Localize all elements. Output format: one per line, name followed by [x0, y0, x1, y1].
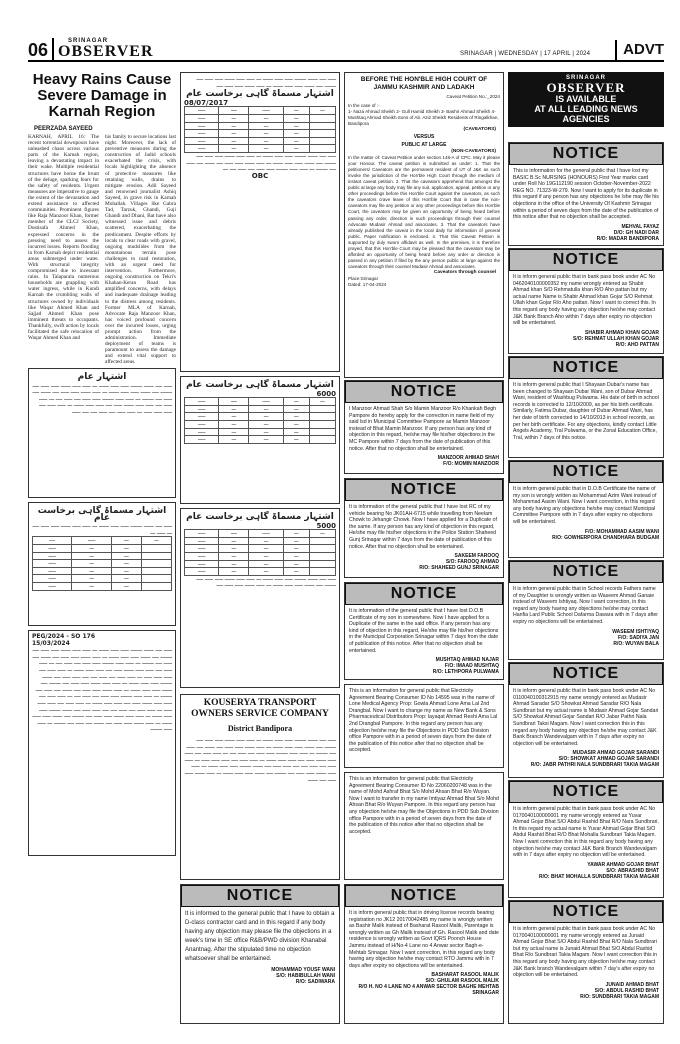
urdu-ref-date: 15/03/2024 [32, 639, 70, 647]
story-headline: Heavy Rains Cause Severe Damage in Karnah Region [32, 72, 172, 120]
urdu-ad-3: PEG/2024 - SO 176 15/03/2024 ـــــ ــــ ــــــ ـــــــ ـــــ ـــــ ــــــ ـــ ـــــ ـــــ ــــــ ـــــ ـــــ ــــ ـــــــ ــــ ــــــ ـــــ ـــــ ــــــ ـــ ـــــ ــــــ ـــــ ـــــ ــــ ــــــ ــــ ـــــ ــــ ـــــــ ـــ ـــــ ـــــ ـــــــ ـــــ ـــــ ــــ ـــــ ــــ ـــ ـــــ ـــــ ــــ ـــــ ـــــ ــــــ ـــــ ــــ ـــــ ـــــ ــــــ ـــ ـــــ ـــــ ــــ ـــــ ـــــ ـــــ ـــ ـــــ ـــــ ــــ ـــــ ــــ ــــ ـــــ ـــــ ــــ ــــــ ـــــــ ـــــ ـــــ ــــــ ـــ ـــــ ـــــ ــــــ ـــــ ـــــ ــــ ـــــــ ــــ ــــــ ـــــ ـــــ ــــــ ـــ ـــــ ــــــ ـــــ ـــــ ــــ ــــــ ــــ ـــــ ــــ ـــــــ ـــ ـــــ ـــــ ـــــــ ـــــ ـــــ ــــ ـــــ ــــ ـــ ـــــ ـــــ ــــ ـــــ ـــــ ــــــ ـــــ ــــ ـــــ ـــــ ــــــ ـــ ـــــ ـــــ ــــ ـــــ ـــــ ـــــ ـــ ـــــ ـــــ ــــ ـــــ ــــ ــــ ـــــ ـــــ ــــ ــــــ ـــــــ ـــــ ـــــ ــــــ ـــ ـــــ ـــــ ــــــ ـــــ ـــــ ــــ ـــــــ ــــ ــــــ ـــــ ـــــ ــــــ ـــ ـــــ ــــــ ـــــ ـــــ ــــ ــــــ ــــ ـــــ ــــ ـــــــ ـــ ـــــ ـــــ ـــــــ [28, 630, 176, 856]
court-title: BEFORE THE HON'BLE HIGH COURT OF JAMMU KASHMIR AND LADAKH [360, 76, 488, 91]
notice-box: This is an information for general public that Electricity Agreement Bearing Consumer ID No 14595 was in the name of Lone Medical Agency Prop: Gowla Ahmad Lone Ama Lal 2nd Drangbal. Now I want to change my name as New Bank & Sons Pharmaceutical Distributors Prop: Iayaqat Ahmad Reshi Ama Lal 2nd Drangbal Pampore. In this regard any person has any objection he/she may file the Objections in PDD Sub Division office Pampore with in a period of seven days from the date of the publication of this notice after that no objection shall be accepted. [344, 684, 504, 768]
notice-box: NOTICE It is inform general public that in bank pass book under AC No 0170040100000001 my name wrongly entered as Junaid Ahmad Gojar Bhat S/O Abdul Rashid Bhat R/O Nala Sundbrari but my actual name is Junaid Ahmad Bhat S/O Abdul Rashid Bhat R/o Sundbrari Takia Magam. Now I want correction this in this regard any body having any objection he/she may contact J&K Bank branch Wandevalgam within 7 day's after expiry no objection will be entertained. JUNAID AHMAD BHAT S/O: ABDUL RASHID BHAT R/O: SUNDBRARI TAKIA MAGAM [508, 900, 664, 1024]
page-number: 06 [28, 40, 49, 60]
notice-box: NOTICE It is inform general public that in bank pass book under AC No 0462040100000352 my name wrongly entered as Shabir Ahmad khan S/O Rehmatulla khan R/O Aho pattan but my actual name Name is Shabir Ahmad khan Gojar S/O Rehmat Ullah khan Gojar R/o Aho pattan. Now I want to correct this. In this regard any body having any objection he/she may contact J&K Bank Branch Aho within 7 days after expiry no objection will be entertained. SHABIR AHMAD KHAN GOJAR S/O: REHMAT ULLAH KHAN GOJAR R/O: AHO PATTAN [508, 248, 664, 354]
urdu-ad-4: ـــــ ــــ ــــــ ـــــــ ـــــ ـــــ ــــــ ـــ ـــــ ـــــ ــــــ ـــــ ـــــ ــــ ـــــــ ــــ ــــــ ـــــ ـــــ ــــــ ـــ ـــــ ــــــ ـــــ ـــــ ــــ اشتہار مسماۃ گاہی برخاست عام 08/07/2017 ـــ ـــ ـــــ ــــ ـــــ ـــ ـــ ـــ ـــــ ـــ ـــ ـــ ـــــ ـــ ـــ ـــ ـــــ ـــ ـــ ـــ ـــــ ـــ ـــ ـــ ـــــ ـــــ ــــ ــــــ ـــــــ ـــــ ـــــ ــــــ ـــ ـــــ ـــــ ــــــ ـــــ ـــــ ــــ ـــــــ ــــ ــــــ ـــــ ـــــ ــــــ ـــ ـــــ ــــــ ـــــ ـــــ ــــ ــــــ ــــ ـــــ ــــ ـــــــ ـــ ـــــ ـــــ ـــــــ ـــــ ـــــ ــــ ـــــ ــــ ـــ OBC [180, 72, 340, 372]
notice-box: NOTICE It is inform general public that I Shayaan Dubar's name has been changed to Shayaan Dubar Wani, son of Dubar Ahmad Wani, resident of Washbug Pulwama. His date of birth in school records is corrected to 12/10/2009, as per his birth certificate. Similarly, Fatima Dubar, daughter of Dubar Ahmad Wani, has her date of birth corrected to 14/10/2013 in school records, as per her birth certificate. For any objections, kindly contact Little Angels Academy, Tral Pulwama, or the Zonal Education Office, Tral, within 7 days of this notice. [508, 356, 664, 458]
urdu-amount: 6000 [316, 389, 336, 398]
page-header [28, 36, 664, 62]
urdu-amount: 5000 [316, 521, 336, 530]
masthead-small: SRINAGAR [68, 38, 109, 44]
court-caveat: BEFORE THE HON'BLE HIGH COURT OF JAMMU KASHMIR AND LADAKH Caveat Petition No.:_2024 In the case of :- 1- Naza Ahmad Sheikh 2- Gull Hamid Sheikh 3- Bashir Ahmad Sheikh 4- Mushtaq Ahmad Sheikh Sons of Ab. Aziz Sheikh Residents of Ringalkhan, Bandipora (CAVEATORS) VERSUS PUBLIC AT LARGE (NON-CAVEATORS) In the matter of: Caveat Petition under section 148-A of CPC. May it please your Honour. The caveat petition is submitted as under: 1. That the petitioners/ Caveators are the permanent resident of UT of J&K as such invoke the jurisdiction of the Hon'ble High Court through the medium of instant caveat petition. 2. That the caveators apprehend that amongst the public at large any body may file any suit, application, appeal, petition or any other proceedings before this Hon'ble Court against the caveators, as such the caveators crave leave of this Hon'ble Court that in case the non-caveators may file any petition or any other proceedings before this Hon'ble Court, the caveators may be given an opportunity of being heard before passing any order, direction in such proceedings through their counsel Advocate Mudasir Ahmad and associates. 3. That the caveators have already published the caveat in the local daily for information of general public. Paper notification is enclosed. 4. That this Caveat Petition is supported by duly sworn affidavit as well. In the premises, it is therefore prayed, that this Hon'ble Court may be pleased that the caveators may be afforded an opportunity of being heard before any order or direction is passed in any petition if filed by the any person public at large against the caveators through their counsel Mudasir Ahmad and associates. Caveators through counsel Place:Srinagar Dated: 17-04-2024 [344, 72, 504, 378]
urdu-ad-6: اشتہار مسماۃ گاہی برخاست عام 5000 ـــ ـــ ـــــ ــــ ـــــ ـــ ـــ ـــ ـــــ ـــ ـــ ـــ ـــــ ـــ ـــ ـــ ـــــ ـــ ـــ ـــ ـــــ ـــ ـــ ـــ ـــــ ـــــ ــــ ــــــ ـــــــ ـــــ ـــــ ــــــ ـــ ـــــ ـــــ ــــــ ـــــ ـــــ ــــ ـــــــ ــــ ــــــ ـــــ ـــــ ــــــ ـــ ـــــ ــــــ ـــــ ـــــ ــــ [180, 508, 340, 688]
urdu-ad-1 [28, 368, 176, 498]
dateline: SRINAGAR | WEDNESDAY | 17 APRIL | 2024 [460, 51, 591, 57]
company-district: District Bandipora [227, 724, 293, 733]
urdu-table: ـــ ـــ ـــــ ــــ ـــــ ـــ ـــ ـــ ـــــ ـــ ـــ ـــ ـــــ ـــ ـــ ـــ ـــــ ـــ ـــ ـــ ـــــ ـــ ـــ ـــ ـــــ [184, 397, 336, 444]
notice-box: NOTICE It is informed to the general public that I have to obtain a D-class contractor card and in this regard if any body having any objection may please file the objections in a week's time in SE office R&B/PWD division Khanabal Anantnag. After the stipulated time no objection whatsoever shall be entertained. MOHAMMAD YOUSF WANI S/O: HABIBULLAH WANI R/O: SADIWARA [180, 884, 340, 1024]
urdu-date: 08/07/2017 [184, 98, 229, 107]
masthead-title: OBSERVER [58, 43, 154, 60]
urdu-ad-5 [180, 376, 340, 504]
urdu-ad-2: اشتہار مسماۃ گاہی برخاست عام ـــــ ــــ ــــــ ـــــــ ـــــ ـــــ ــــــ ـــ ـــــ ـــــ ــــــ ـــــ ـــــ ــــ ـــ ـــــ ـــ ـــ ـــ ـــــ ــــ ـــ ـــ ـــــ ـــ ـــ ـــــ ـــ ـــ ـــــ ـــ ـــ ـــــ ـــ ـــ ـــــ ـــ ـــ ـــــ [28, 502, 176, 626]
notice-box: NOTICE It is information of the general public that I have lost D.O.B Certificate of my son in somewhere. Now I have applied for a Duplicate of the same in the said office. If any person has any kind of objection in this regard, He/she may file his/her objections in the Municipal Corporation Srinagar within 7 days from the date of publication of this notice. After that no objection shall be entertained. MUSHTAQ AHMAD NAJAR F/O: IMAAD MUSHTAQ R/O: LETHPORA PULWAMA [344, 582, 504, 680]
notice-box: NOTICE I Manzoor Ahmad Shah S/o Mamin Manzoor R/o Khankah Begh Pampore do hereby apply for the correction in name field of my said lsd in Municipal Committee Pampore as Mamin Manzoor instead of Bhat Mamin Manzoor. If any person has any kind of objection in this regard, he/she may file his/her objections in the MC Pampore within 7 days from the date of publication of this notice. After that no objection shall be entertained. MANZOOR AHMAD SHAH F/O: MOMIN MANZOOR [344, 380, 504, 474]
story-column-2: his family to secure locations last night. Moreover, the lack of preventive measures during the construction of Jadid schools exacerbated the crisis, with locals highlighting the absence of protective measures like retaining walls, drains to mitigate erosion. Adil Sayeed and renowned journalist Ashiq Sayeed, in grave risk in Karnah Mohallah. Villages like Gabra Tad, Tarzuk, Ghandi, Guji Ghandi and Dhani, Bat have also witnessed issue and debris scattered, exacerbating the predicament. Despite efforts by locals to clear roads with gravel, ongoing mudslides from the mountainous terrain pose challenges to road restoration, with an urgent need for intervention. Furthermore, ongoing construction on Tekri's Khahan-Keran Road has amplified concerns, with delays and inadequate drainage leading to the distress among residents. Former MLA of Karnah, Advocate Raja Manzoor Khan, has voiced profound concern over the incurred losses, urging prompt action from the administration. Immediate deployment of teams is paramount to assess the damage and extend vital support to affected areas. [105, 134, 176, 366]
urdu-title: اشتہار مسماۃ گاہی برخاست عام [186, 89, 334, 100]
urdu-title: اشتہار مسماۃ گاہی برخاست عام [186, 512, 334, 522]
notice-box: This is an information for general public that Electricity Agreement Bearing Consumer ID No 22060200748 was in the name of Mohd Ashraf Bhat S/o Mohd Ahsan Bhat R/o Wuyan. Now I want to transfer in my name Imtiyaz Ahmad Bhat S/o Mohd Ahsan Bhat R/o Wuyan Pampore. In this regard any person has any objection he/she may file the Objections in PDD Sub Division office Pampore with in a period of seven days from the date of the publication of this notice after that no objection shall be accepted. [344, 772, 504, 880]
notice-box: NOTICE It is inform general public that in bank pass book under AC No 0110040100312915 my name wrongly entered as Mudasir Ahmad Saradar S/O Showkat Ahmad Saradar R/O Nala Sundbrari but my actual name is Mudasir Ahmad Gojar Sandari S/O Showkat Ahmad Gojar Sandari R/O Jabar Pathri Nala Sundbrari Taksi Magam. Now I want correction this in this regard any body having any objection he/she may contact J&K Bank Branch Wandevalgam with in 7 days after expiry no objection will be entertained. MUDASIR AHMAD GOJAR SARANDI S/O: SHOWKAT AHMAD GOJAR SARANDI R/O: JABR PATHRI NALA SUNDBRARI TAKIA MAGAM [508, 662, 664, 778]
news-story [28, 72, 176, 368]
kourserya-ad: KOUSERYA TRANSPORT OWNERS SERVICE COMPANY District Bandipora ـــــ ــــ ــــــ ـــــــ ـــــ ـــــ ــــــ ـــ ـــــ ـــــ ــــــ ـــــ ـــــ ــــ ـــــــ ــــ ــــــ ـــــ ـــــ ــــــ ـــ ـــــ ــــــ ـــــ ـــــ ــــ ــــــ ــــ ـــــ ــــ ـــــــ ـــ ـــــ ـــــ ـــــــ ـــــ ـــــ ــــ ـــــ ــــ ـــ ـــــ ـــــ ــــ ـــــ ـــــ ــــــ ـــــ ــــ ـــــ ـــــ ــــــ ـــ ـــــ ـــــ ــــ ـــــ ـــــ ـــــ ـــ ـــــ ـــــ ــــ ـــــ ــــ ــــ ـــــ ـــــ ــــ ــــــ ـــــــ ـــــ ـــــ ــــــ ـــ ـــــ ـــــ ــــــ ـــــ ـــــ ــــ ـــــــ ــــ ــــــ ـــــ ـــــ ــــــ ـــ ـــــ ــــــ ـــــ ـــــ ــــ ــــــ [180, 694, 340, 880]
notice-body: It is informed to the general public that I have to obtain a D-class contractor card and in this regard if any body having any objection may please file the objections in a week's time in SE office R&B/PWD division Khanabal Anantnag. After the stipulated time no objection whatsoever shall be entertained. [185, 911, 335, 962]
masthead [52, 38, 153, 60]
notice-box: NOTICE It is inform general public that in driving license records bearing registration no JK12 20170042485 my name is wrongly written as Bashir Malik instead of Basharat Rasool Malik, Parentage is wrongly written as Gh Malik instead of Gh. Rasool Malik and date residence is wrongly written as Govt IQRS Poonch House Jammu instead of H/No-4 Lane no 4 Anwar sector Bagh-e-Mehtab Srinagar. Now I want correction, in this regard any body having any objection he/she may contact RTO Jammu with in 7 days after expiry no objections will be entertained. BASHARAT RASOOL MALIK S/O: GHULAM RASOOL MALIK R/O H. NO 4 LANE NO 4 ANWAR SECTOR BAGHE MEHTAB SRINAGAR [344, 884, 504, 1024]
notice-title: NOTICE [181, 885, 339, 907]
notice-box: NOTICE It is inform general public that in bank pass book under AC No 0170040100000001 my name wrongly entered as Yuvar Ahmad Gojar Bhat S/O Abdul Rashid Bhat R/O Nara Sundbrari. In this regard my actual name is Yuvar Ahmad Gojar Bhat S/O Abdul Rashid Bhat R/O Bhat Mohalla Sundbrari Takia Magam. Now I want correction this in this regard any body having any objection he/she may contact J&K Bank Branch Wandevalgam with in 7 days after expiry no objection will be entertained. YAWAR AHMAD GOJAR BHAT S/O: ABRASHID BHAT R/O: BHAT MOHALLA SUNDBRARI TAKIA MAGAM [508, 780, 664, 898]
notice-signatory: MOHAMMAD YOUSF WANI [271, 967, 335, 973]
company-name: KOUSERYA TRANSPORT OWNERS SERVICE COMPANY [191, 698, 329, 719]
urdu-text: ـــــ ــــ ــــــ ـــــــ ـــــ ـــــ ــــــ ـــ ـــــ ـــــ ــــــ ـــــ ـــــ ــــ ـــــــ ــــ ــــــ ـــــ ـــــ ــــــ ـــ ـــــ ــــــ ـــــ ـــــ ــــ ــــــ ــــ ـــــ ــــ ـــــــ ـــ ـــــ ـــــ ـــــــ ـــــ ـــــ ــــ ـــــ ــــ ـــ ـــــ ـــــ ــــ ـــــ ـــــ ــــــ ـــــ ــــ ـــــ ـــــ ــــــ ـــ ـــــ ـــــ ــــ ـــــ ـــــ ـــــ ـــ ـــــ ـــــ ــــ ـــــ ــــ ــــ ـــــ [32, 382, 172, 415]
notice-box: NOTICE It is inform general public that in School records Fathers name of my Daughter is wrongly written as Waseem Ahmad Ganaie instead of Waseem Ishtiyaq. Now I want correction, in this regard any body having any objections he/she may contact Hanfia Lard Public School Dafarma Dawara with in 7 days after expiry no objections will be entertained. WASEEM ISHTIYAQ F/O: SADIYA JAN R/O: WUYAN BALA [508, 560, 664, 660]
urdu-table: ـــ ـــ ـــــ ــــ ـــــ ـــ ـــ ـــ ـــــ ـــ ـــ ـــ ـــــ ـــ ـــ ـــ ـــــ ـــ ـــ ـــ ـــــ ـــ ـــ ـــ ـــــ [184, 106, 336, 153]
urdu-title: اشتہار مسماۃ گاہی برخاست عام [186, 380, 334, 390]
notice-box: NOTICE It is information of the general public that I have lost RC of my vehicle bearing No JK01AH-6715 while travelling from Neelam Chowk to Jehangir Chowk. Now I have applied for a Duplicate of the same. If any person has any kind of objection in this regard, He/she may file his/her objections in the Police Station Shaheed Gunj Srinagar within 7 days from the date of publication of this notice. After that no objection shall be entertained. SAKEEM FAROOQ S/O: FAROOQ AHMAD R/O: SHAHEED GUNJ SRINAGAR [344, 478, 504, 578]
urdu-table: ـــ ـــ ـــــ ــــ ـــــ ـــ ـــ ـــ ـــــ ـــ ـــ ـــ ـــــ ـــ ـــ ـــ ـــــ ـــ ـــ ـــ ـــــ ـــ ـــ ـــ ـــــ [184, 529, 336, 576]
urdu-title: اشتہار مسماۃ گاہی برخاست عام [37, 506, 167, 523]
urdu-obc: OBC [251, 171, 269, 180]
notice-box: NOTICE This is information for the general public that I have lost my BASIC B.Sc NURSING (HONOURS) First Year marks card under Roll No 19G112190 session October-November-2022 REG NO. 71323-W-279. Now I want to apply for its duplicate in this regard if any person has any objections he /she may file his objections in the office of the University Of Kashmir Srinagar within a period of seven days from the date of the publication of this notice after that no objection shall be accepted. MEHVAL FAYAZ D/O: GH NADI DAR R/O: MADAR BANDIPORA [508, 142, 664, 246]
section-label: ADVT [615, 40, 664, 60]
story-column-1: KARNAH, APRIL 16: The recent torrential downpours have unleashed chaos across various parts of the Karnah region, leaving a devastating impact in their wake. Multiple residential structures have borne the brunt of the deluge, sparking fears for the safety of residents. Urgent measures are imperative to gauge the extent of the devastation and extend assistance to affected communities. Prominent figures like Raja Manzoor Khan, former member of the CLCJ Society, Dostisafa Ahmed Khan, expressed concerns in the pressing need to assess the incurred losses. Reports flooding in from Karnah depict residential areas submerged under water. With structural integrity compromised due to incessant rains. In Talaparala numerous households are grappling with water ingress, while in Kundi Karnah the crumbling walls of structures owned by individuals like Waqar Ahmed Khan and Sajjad Ahmed Khan pose imminent threats to occupants. Thankfully, swift action by locals facilitated the safe relocation of Waqar Ahmed Khan and [28, 134, 100, 342]
urdu-ref: PEG/2024 - SO 176 [32, 633, 96, 640]
agencies-ad: SRINAGAR OBSERVER IS AVAILABLE AT ALL LEADING NEWS AGENCIES [508, 72, 664, 140]
urdu-table: ـــ ـــ ـــــ ــــ ـــ ـــ ـــــ ـــ ـــ ـــــ ـــ ـــ ـــــ ـــ ـــ ـــــ ـــ ـــ ـــــ ـــ ـــ ـــــ [32, 536, 172, 590]
caveat-body: In the matter of: Caveat Petition under section 148-A of CPC. May it please your Honour. The caveat petition is submitted as under: 1. That the petitioners/ Caveators are the permanent resident of UT of J&K as such invoke the jurisdiction of the Hon'ble High Court through the medium of instant caveat petition. 2. That the caveators apprehend that amongst the public at large any body may file any suit, application, appeal, petition or any other proceedings before this Hon'ble Court against the caveators, as such the caveators crave leave of this Hon'ble Court that in case the non-caveators may file any petition or any other proceedings before this Hon'ble Court, the caveators may be given an opportunity of being heard before passing any order, direction in such proceedings through their counsel Advocate Mudasir Ahmad and associates. 3. That the caveators have already published the caveat in the local daily for information of general public. Paper notification is enclosed. 4. That this Caveat Petition is supported by duly sworn affidavit as well. In the premises, it is therefore prayed, that this Hon'ble Court may be pleased that the caveators may be afforded an opportunity of being heard before any order or direction is passed in any petition if filed by the any person public at large against the caveators through their counsel Mudasir Ahmad and associates. [348, 154, 500, 270]
urdu-title: اشتہار عام [77, 372, 127, 382]
notice-box: NOTICE It is inform general public that in D.O.B Certificate the name of my son is wrongly written as Mohammad Azim Wani instead of Mohammad Aasim Wani. Now I want correction, in this regard any body having any objections he/she may contact Municipal Committee Pampore with in 7 days after expiry no objections will be entertained. F/O: MOHAMMAD AASIM WANI R/O: GOWHERPORA CHANDHARA BUDGAM [508, 460, 664, 558]
story-byline: PEERZADA SAYEED [34, 126, 93, 132]
